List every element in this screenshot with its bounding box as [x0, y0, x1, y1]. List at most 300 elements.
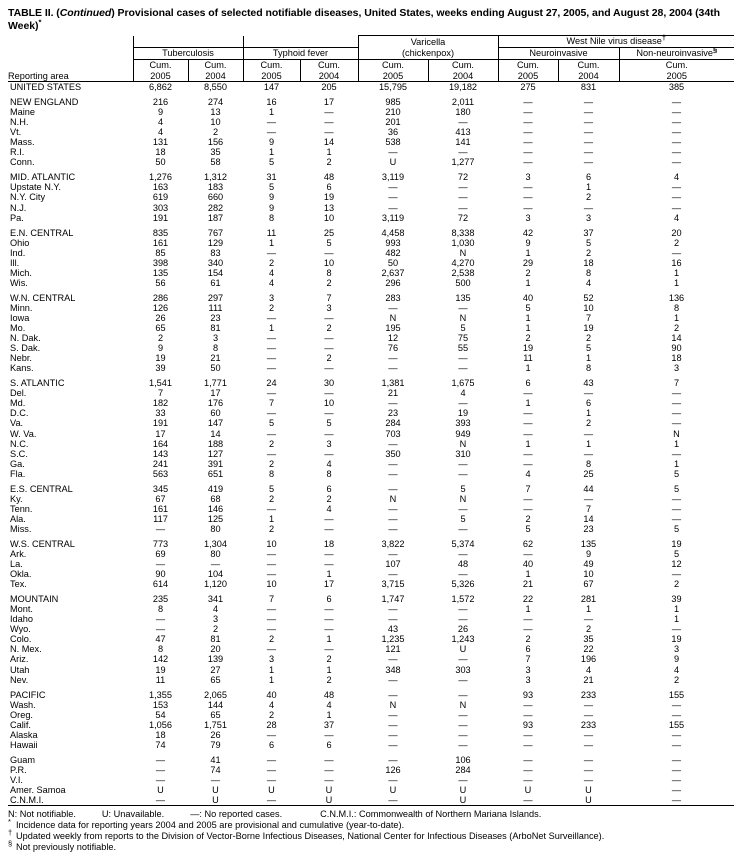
table-row	[8, 795, 734, 805]
cell-neuro-2005: 11	[523, 353, 533, 364]
cell-typhoid-2005: 2	[268, 458, 275, 469]
header-group-wnv-marker: †	[661, 32, 666, 42]
cell-neuro-2005: 1	[525, 569, 531, 580]
footnote-key-line	[8, 809, 734, 820]
cell-neuro-2004: —	[583, 388, 594, 399]
cell-neuro-2005: —	[523, 137, 533, 148]
cell-typhoid-2004: 13	[323, 202, 335, 213]
cell-tb-2004: 1,312	[204, 172, 227, 183]
cell-typhoid-2004: —	[324, 117, 334, 128]
cell-neuro-2005: —	[523, 202, 533, 213]
cell-neuro-2004: 7	[585, 503, 592, 514]
cell-typhoid-2004: 1	[326, 147, 332, 158]
cell-typhoid-2005: 2	[268, 302, 275, 313]
row-area-label: W. Va.	[10, 428, 37, 439]
cell-neuro-2004: 1	[585, 408, 592, 419]
cell-varicella-2005: 107	[385, 559, 401, 570]
cell-varicella-2004: U	[459, 644, 467, 655]
cell-neuro-2005: 1	[525, 323, 531, 334]
cell-tb-2005: U	[157, 785, 164, 796]
cell-varicella-2004: —	[458, 117, 468, 128]
cell-typhoid-2005: 3	[268, 654, 275, 665]
cell-varicella-2004: 180	[455, 107, 471, 118]
cell-neuro-2005: —	[523, 503, 533, 514]
cell-varicella-2004: —	[458, 739, 468, 750]
col-header-neuro-2004-cum: Cum.	[558, 60, 619, 71]
cell-varicella-2005: U	[389, 785, 397, 796]
cell-neuro-2004: —	[583, 97, 594, 108]
cell-neuro-2004: U	[585, 785, 592, 796]
cell-typhoid-2005: 1	[268, 513, 275, 524]
row-area-label: Ariz.	[10, 654, 29, 665]
cell-typhoid-2005: —	[266, 729, 277, 740]
cell-nonneuro-2005: 14	[671, 333, 682, 344]
row-area-label: Okla.	[10, 569, 32, 580]
cell-typhoid-2004: 14	[323, 137, 335, 148]
table-row	[8, 192, 734, 202]
cell-nonneuro-2005: 1	[673, 614, 680, 625]
cell-tb-2005: —	[155, 754, 166, 765]
table-row	[8, 539, 734, 549]
row-area-label: Nev.	[10, 674, 29, 685]
cell-varicella-2005: —	[388, 182, 398, 193]
cell-neuro-2005: 19	[522, 343, 534, 354]
cell-tb-2004: 10	[210, 117, 221, 128]
footnote-key-u: U: Unavailable.	[101, 808, 165, 819]
cell-typhoid-2004: 10	[323, 398, 335, 409]
cell-neuro-2004: 2	[585, 247, 592, 258]
cell-typhoid-2004: 8	[326, 267, 332, 278]
table-row	[8, 363, 734, 373]
cell-tb-2004: 156	[207, 137, 224, 148]
cell-varicella-2005: 21	[387, 388, 399, 399]
cell-typhoid-2004: 4	[326, 503, 332, 514]
row-area-label: Ind.	[10, 247, 26, 258]
table-row	[8, 594, 734, 604]
cell-varicella-2005: —	[388, 438, 398, 449]
cell-typhoid-2004: 4	[326, 458, 332, 469]
cell-tb-2004: 3	[212, 614, 219, 625]
cell-neuro-2004: —	[583, 127, 594, 138]
cell-nonneuro-2005: —	[671, 157, 682, 168]
cell-nonneuro-2005: —	[671, 503, 682, 514]
cell-tb-2005: 161	[152, 503, 169, 514]
col-header-varicella-2004-year: 2004	[428, 71, 498, 82]
cell-varicella-2004: 2,011	[451, 97, 475, 108]
cell-varicella-2004: —	[458, 202, 468, 213]
cell-neuro-2005: —	[523, 458, 533, 469]
cell-typhoid-2005: 1	[268, 664, 275, 675]
cell-tb-2004: 26	[210, 729, 221, 740]
cell-typhoid-2004: —	[324, 644, 334, 655]
cell-nonneuro-2005: —	[671, 624, 682, 635]
table-row	[8, 398, 734, 408]
cell-nonneuro-2005: 155	[668, 719, 685, 730]
cell-varicella-2005: 3,119	[381, 212, 405, 223]
cell-tb-2005: 90	[155, 569, 166, 580]
cell-neuro-2004: —	[583, 709, 594, 720]
cell-varicella-2004: —	[458, 458, 468, 469]
cell-typhoid-2004: 1	[326, 634, 332, 645]
cell-typhoid-2004: —	[324, 549, 334, 560]
cell-nonneuro-2005: —	[671, 97, 682, 108]
cell-typhoid-2004: —	[324, 523, 334, 534]
cell-neuro-2005: —	[523, 795, 533, 806]
cell-nonneuro-2005: 5	[673, 523, 680, 534]
cell-varicella-2004: 5	[460, 483, 466, 494]
header-group-typhoid: Typhoid fever	[243, 48, 358, 60]
cell-typhoid-2005: 4	[268, 267, 275, 278]
cell-nonneuro-2005: 1	[673, 458, 680, 469]
cell-varicella-2005: —	[388, 689, 398, 700]
row-area-label: W.N. CENTRAL	[10, 292, 76, 303]
cell-neuro-2005: 9	[525, 237, 531, 248]
cell-neuro-2004: 44	[583, 483, 594, 494]
cell-tb-2004: 79	[210, 739, 221, 750]
cell-varicella-2004: 141	[455, 137, 471, 148]
cell-varicella-2005: 50	[387, 257, 399, 268]
table-row	[8, 117, 734, 127]
cell-tb-2004: —	[210, 775, 221, 785]
table-row	[8, 494, 734, 504]
cell-varicella-2004: N	[459, 312, 467, 323]
cell-neuro-2004: 43	[583, 378, 594, 389]
cell-typhoid-2004: —	[324, 107, 334, 118]
cell-typhoid-2005: 2	[268, 523, 275, 534]
cell-tb-2005: —	[155, 764, 166, 775]
cell-nonneuro-2005: —	[671, 418, 682, 429]
row-area-label: Mont.	[10, 604, 33, 615]
header-group-wnv-label: West Nile virus disease	[566, 36, 662, 46]
cell-neuro-2005: —	[523, 549, 533, 560]
cell-nonneuro-2005: 12	[671, 559, 682, 570]
cell-neuro-2004: 8	[585, 363, 592, 374]
cell-nonneuro-2005: 1	[673, 438, 680, 449]
cell-nonneuro-2005: —	[671, 117, 682, 128]
cell-tb-2005: 182	[152, 398, 169, 409]
cell-neuro-2004: 4	[585, 277, 592, 288]
cell-neuro-2004: 23	[583, 523, 594, 534]
table-row	[8, 720, 734, 730]
cell-varicella-2004: 72	[457, 212, 469, 223]
cell-nonneuro-2005: 16	[671, 257, 682, 268]
cell-neuro-2005: 2	[525, 634, 531, 645]
cell-typhoid-2004: —	[324, 408, 334, 419]
cell-varicella-2005: 3,715	[381, 579, 405, 590]
cell-tb-2005: 142	[152, 654, 169, 665]
header-tier-4	[8, 71, 734, 82]
page-title	[8, 7, 732, 33]
cell-varicella-2004: 1,277	[451, 157, 475, 168]
header-spacer-3	[8, 60, 133, 71]
cell-neuro-2005: 3	[525, 212, 531, 223]
cell-neuro-2004: 7	[585, 312, 592, 323]
row-area-label: N.H.	[10, 117, 29, 128]
cell-neuro-2004: 135	[580, 538, 597, 549]
cell-neuro-2004: 6	[585, 398, 592, 409]
cell-varicella-2004: N	[459, 699, 467, 710]
cell-neuro-2005: 1	[525, 438, 531, 449]
cell-neuro-2005: 1	[525, 277, 531, 288]
cell-neuro-2005: —	[523, 388, 533, 399]
cell-tb-2005: 9	[157, 343, 164, 354]
cell-typhoid-2004: —	[324, 775, 334, 785]
cell-varicella-2004: 8,338	[451, 227, 475, 238]
table-row	[8, 755, 734, 765]
cell-varicella-2004: 5	[460, 323, 466, 334]
table-body	[8, 82, 734, 806]
table-row	[8, 644, 734, 654]
cell-varicella-2005: —	[388, 513, 398, 524]
table-row	[8, 333, 734, 343]
row-area-label: Mich.	[10, 267, 32, 278]
row-area-label: C.N.M.I.	[10, 795, 44, 806]
cell-tb-2004: 188	[207, 438, 224, 449]
cell-typhoid-2005: 1	[268, 107, 275, 118]
row-area-label: Amer. Samoa	[10, 785, 66, 796]
cell-varicella-2004: 75	[457, 333, 469, 344]
cell-tb-2004: 767	[207, 227, 224, 238]
cell-typhoid-2005: 7	[268, 594, 275, 605]
cell-nonneuro-2005: —	[671, 398, 682, 409]
cell-typhoid-2005: 24	[266, 378, 277, 389]
cell-tb-2005: 69	[155, 549, 166, 560]
cell-tb-2004: 129	[207, 237, 224, 248]
row-area-label: Maine	[10, 107, 36, 118]
col-header-varicella-2005-year: 2005	[358, 71, 428, 82]
cell-neuro-2004: 1	[585, 604, 592, 615]
row-area-label: Fla.	[10, 468, 26, 479]
cell-varicella-2005: 12	[387, 333, 399, 344]
header-spacer-1	[8, 36, 133, 48]
table-row	[8, 172, 734, 182]
cell-typhoid-2004: 2	[326, 674, 332, 685]
cell-nonneuro-2005: 5	[673, 468, 680, 479]
cell-varicella-2004: 135	[455, 292, 471, 303]
cell-nonneuro-2005: 19	[671, 634, 682, 645]
title-footnote-marker: *	[38, 17, 42, 27]
header-typhoid-blank	[243, 36, 358, 48]
cell-typhoid-2005: 9	[268, 202, 275, 213]
table-row	[8, 157, 734, 167]
cell-tb-2005: 74	[155, 739, 166, 750]
cell-tb-2005: 39	[155, 363, 166, 374]
table-row	[8, 775, 734, 785]
cell-nonneuro-2005: —	[671, 147, 682, 158]
row-area-label: R.I.	[10, 147, 25, 158]
cell-varicella-2004: U	[459, 785, 467, 796]
cell-neuro-2005: —	[523, 182, 533, 193]
table-row	[8, 238, 734, 248]
cell-neuro-2005: —	[523, 729, 533, 740]
cell-neuro-2004: —	[583, 117, 594, 128]
row-area-label: Miss.	[10, 523, 32, 534]
cell-tb-2005: 164	[152, 438, 169, 449]
cell-nonneuro-2005: 4	[673, 664, 680, 675]
cell-nonneuro-2005: —	[671, 775, 682, 785]
cell-typhoid-2004: U	[325, 785, 333, 796]
row-area-label: Calif.	[10, 719, 31, 730]
cell-neuro-2005: 275	[520, 82, 536, 92]
table-row	[8, 449, 734, 459]
cell-typhoid-2005: —	[266, 117, 277, 128]
table-row	[8, 459, 734, 469]
cell-varicella-2005: 348	[385, 664, 401, 675]
notifiable-diseases-table	[8, 32, 734, 806]
col-header-typhoid-2004-cum: Cum.	[300, 60, 358, 71]
cell-tb-2005: 17	[155, 428, 166, 439]
cell-tb-2005: 1,056	[149, 719, 172, 730]
cell-tb-2004: 419	[207, 483, 224, 494]
table-row	[8, 182, 734, 192]
cell-typhoid-2004: 1	[326, 664, 332, 675]
cell-typhoid-2004: —	[324, 343, 334, 354]
cell-varicella-2004: —	[458, 468, 468, 479]
col-header-neuro-2005-year: 2005	[498, 71, 558, 82]
header-tb-blank	[133, 36, 243, 48]
cell-nonneuro-2005: 8	[673, 302, 680, 313]
cell-nonneuro-2005: —	[671, 785, 682, 796]
cell-neuro-2005: 29	[522, 257, 534, 268]
cell-varicella-2004: —	[458, 147, 468, 158]
cell-typhoid-2005: 1	[268, 674, 275, 685]
cell-typhoid-2004: 6	[326, 594, 332, 605]
cell-tb-2004: 274	[207, 97, 224, 108]
row-area-label: Ohio	[10, 237, 30, 248]
cell-tb-2005: 8	[157, 644, 164, 655]
cell-tb-2004: 2,065	[204, 689, 227, 700]
row-area-label: PACIFIC	[10, 689, 46, 700]
cell-tb-2004: 1,751	[204, 719, 227, 730]
cell-varicella-2004: 1,030	[451, 237, 475, 248]
cell-typhoid-2004: 48	[323, 172, 335, 183]
table-row	[8, 740, 734, 750]
cell-nonneuro-2005: 3	[673, 363, 680, 374]
cell-nonneuro-2005: 2	[673, 323, 680, 334]
cell-tb-2005: —	[155, 559, 166, 570]
row-area-label: Utah	[10, 664, 30, 675]
cell-tb-2005: 18	[155, 729, 166, 740]
cell-varicella-2004: N	[459, 438, 467, 449]
table-row	[8, 604, 734, 614]
cell-typhoid-2005: —	[266, 333, 277, 344]
cell-varicella-2004: —	[458, 614, 468, 625]
table-row	[8, 654, 734, 664]
cell-nonneuro-2005: 9	[673, 654, 680, 665]
cell-varicella-2005: —	[388, 719, 398, 730]
cell-neuro-2004: 6	[585, 172, 592, 183]
cell-neuro-2004: 233	[580, 719, 597, 730]
cell-nonneuro-2005: —	[671, 192, 682, 203]
cell-varicella-2005: 993	[385, 237, 401, 248]
cell-varicella-2005: N	[389, 493, 397, 504]
cell-tb-2005: 614	[152, 579, 169, 590]
cell-varicella-2005: —	[388, 147, 398, 158]
cell-varicella-2004: 4,270	[451, 257, 475, 268]
cell-nonneuro-2005: 39	[671, 594, 682, 605]
cell-tb-2004: 2	[212, 624, 219, 635]
cell-neuro-2004: 18	[583, 257, 594, 268]
col-header-varicella-2004-cum: Cum.	[428, 60, 498, 71]
cell-neuro-2005: 1	[525, 312, 531, 323]
row-area-label: V.I.	[10, 775, 23, 785]
cell-neuro-2004: —	[583, 137, 594, 148]
cell-tb-2005: —	[155, 523, 166, 534]
cell-neuro-2005: —	[523, 147, 533, 158]
cell-varicella-2004: —	[458, 182, 468, 193]
cell-varicella-2005: —	[388, 674, 398, 685]
row-area-label: Alaska	[10, 729, 38, 740]
cell-neuro-2004: 67	[583, 579, 594, 590]
cell-typhoid-2004: 7	[326, 292, 332, 303]
cell-tb-2004: 58	[210, 157, 221, 168]
cell-typhoid-2004: 48	[323, 689, 335, 700]
cell-neuro-2004: 10	[583, 302, 594, 313]
cell-varicella-2004: —	[458, 549, 468, 560]
cell-typhoid-2004: —	[324, 388, 334, 399]
cell-tb-2005: —	[155, 614, 166, 625]
row-area-label: S.C.	[10, 448, 28, 459]
col-header-neuro-2004-year: 2004	[558, 71, 619, 82]
table-row	[8, 439, 734, 449]
cell-neuro-2004: —	[583, 428, 594, 439]
cell-neuro-2005: 7	[525, 654, 531, 665]
cell-typhoid-2005: 7	[268, 398, 275, 409]
table-row	[8, 82, 734, 93]
cell-typhoid-2005: —	[266, 343, 277, 354]
cell-varicella-2005: 23	[387, 408, 399, 419]
cell-tb-2004: 80	[210, 523, 221, 534]
cell-tb-2004: 104	[207, 569, 224, 580]
cell-neuro-2004: 5	[585, 343, 592, 354]
header-tier-2	[8, 48, 734, 60]
table-row	[8, 107, 734, 117]
footnote-key-cnmi: C.N.M.I.: Commonwealth of Northern Mariana Islands.	[320, 808, 542, 819]
table-row	[8, 700, 734, 710]
cell-varicella-2005: 1,747	[381, 594, 405, 605]
col-header-typhoid-2005-year: 2005	[243, 71, 300, 82]
table-header	[8, 32, 734, 82]
cell-tb-2005: 85	[155, 247, 166, 258]
row-area-label: S. Dak.	[10, 343, 41, 354]
cell-nonneuro-2005: 1	[673, 604, 680, 615]
cell-tb-2004: 83	[210, 247, 221, 258]
cell-neuro-2004: 3	[585, 212, 592, 223]
cell-typhoid-2004: 18	[323, 538, 335, 549]
cell-typhoid-2004: —	[324, 312, 334, 323]
table-row	[8, 323, 734, 333]
cell-neuro-2004: —	[583, 729, 594, 740]
cell-tb-2005: 47	[155, 634, 166, 645]
cell-typhoid-2005: —	[266, 408, 277, 419]
cell-varicella-2005: 201	[385, 117, 401, 128]
cell-typhoid-2004: —	[324, 513, 334, 524]
row-area-label: Hawaii	[10, 739, 38, 750]
table-row	[8, 378, 734, 388]
cell-neuro-2004: 1	[585, 182, 592, 193]
table-row	[8, 303, 734, 313]
cell-tb-2004: 297	[207, 292, 224, 303]
row-area-label: Ky.	[10, 493, 23, 504]
cell-varicella-2004: —	[458, 674, 468, 685]
cell-typhoid-2004: —	[324, 247, 334, 258]
cell-tb-2005: 216	[152, 97, 169, 108]
col-header-tb-2004-cum: Cum.	[188, 60, 243, 71]
cell-varicella-2004: —	[458, 689, 468, 700]
cell-varicella-2004: 1,243	[451, 634, 475, 645]
row-area-label: W.S. CENTRAL	[10, 538, 75, 549]
cell-varicella-2005: —	[388, 202, 398, 213]
